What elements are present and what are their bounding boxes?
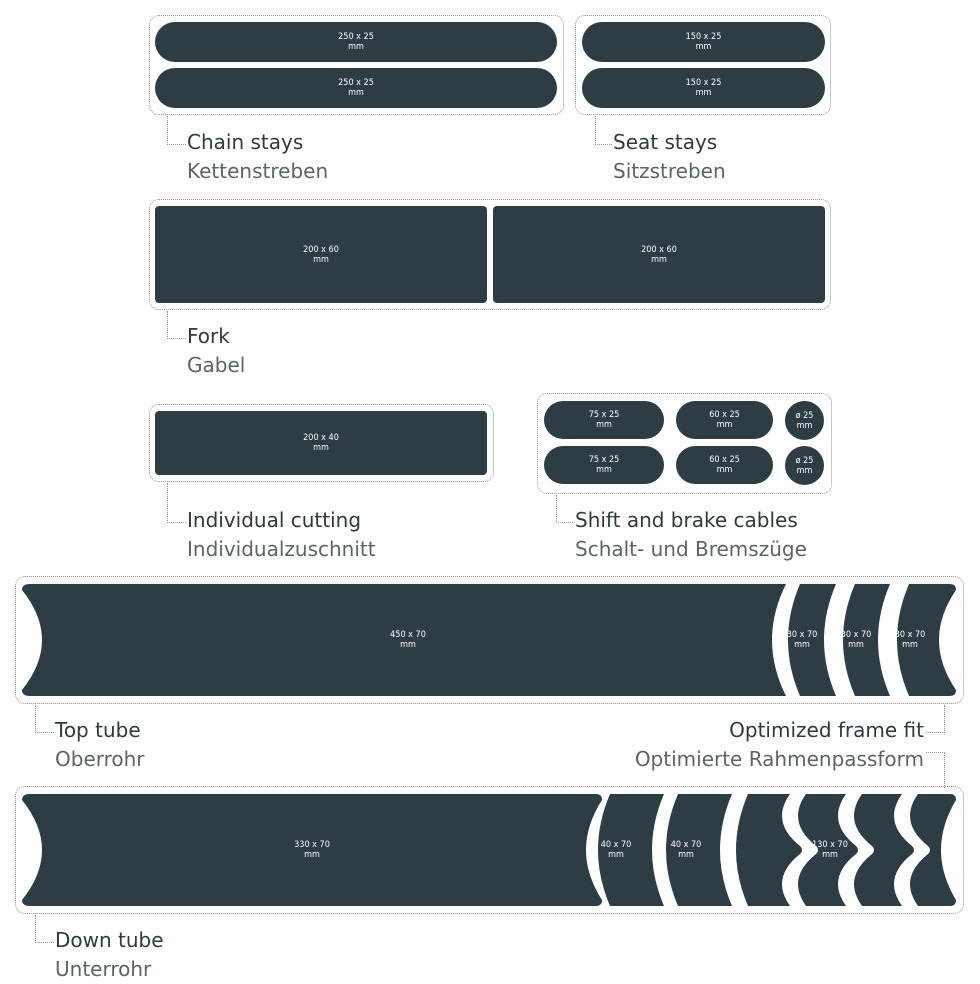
down-tube-fit-unit-1: mm: [608, 850, 624, 860]
top-tube-label-de: Oberrohr: [55, 747, 145, 771]
piece-dim: 60 x 25: [709, 410, 740, 420]
piece-dim: ø 25: [795, 410, 814, 421]
piece-dim: 75 x 25: [588, 410, 620, 420]
down-tube-chevron-piece-4: [910, 794, 956, 906]
piece-unit: mm: [695, 42, 712, 52]
piece-unit: mm: [596, 465, 612, 475]
piece-unit: mm: [796, 420, 813, 431]
down-tube-leader: [35, 915, 54, 943]
chain-stays-label-de: Kettenstreben: [187, 159, 329, 183]
down-tube-label: [55, 926, 164, 984]
down-tube-fit-piece-2: [666, 794, 732, 906]
piece-dim: 150 x 25: [685, 78, 722, 88]
piece-dim: 200 x 60: [303, 244, 339, 255]
piece-unit: mm: [313, 443, 329, 453]
seat-stays-label-de: Sitzstreben: [613, 159, 726, 183]
piece-dim: 200 x 60: [641, 244, 677, 255]
down-tube-fit-dim-2: 40 x 70: [670, 840, 702, 850]
piece-unit: mm: [716, 420, 733, 430]
piece-dim: 250 x 25: [338, 78, 374, 88]
piece-unit: mm: [796, 465, 813, 476]
piece-dim: 75 x 25: [588, 455, 620, 465]
cables-label-de: Schalt- und Bremszüge: [575, 537, 807, 561]
individual-label-de: Individualzuschnitt: [187, 537, 376, 561]
down-tube-fit-unit-2: mm: [678, 850, 694, 860]
top-tube-label-en: Top tube: [55, 718, 141, 742]
down-tube-chevron-unit: mm: [822, 850, 838, 860]
frame-fit-label-de: Optimierte Rahmenpassform: [634, 747, 924, 771]
down-tube-chevron-piece-1: [736, 794, 802, 906]
piece-unit: mm: [596, 420, 612, 430]
seat-stays-label-en: Seat stays: [613, 130, 718, 154]
top-tube-fit-unit-2: mm: [848, 640, 864, 650]
cables-label-en: Shift and brake cables: [575, 508, 798, 532]
individual-label-en: Individual cutting: [187, 508, 362, 532]
top-tube-main-unit: mm: [400, 640, 416, 650]
top-tube-fit-dim-2: 30 x 70: [840, 630, 872, 640]
down-tube-chevron-dim: 130 x 70: [812, 840, 848, 850]
piece-dim: 150 x 25: [685, 32, 722, 42]
top-tube-fit-unit-3: mm: [902, 640, 918, 650]
top-tube-main-dim: 450 x 70: [390, 630, 426, 640]
piece-unit: mm: [313, 254, 329, 265]
down-tube-label-de: Unterrohr: [55, 957, 152, 981]
down-tube-fit-dim-1: 40 x 70: [600, 840, 632, 850]
chain-stays-label-en: Chain stays: [187, 130, 304, 154]
fork-label-de: Gabel: [187, 353, 246, 377]
top-tube-fit-unit-1: mm: [794, 640, 810, 650]
piece-dim: 200 x 40: [303, 433, 339, 443]
top-tube-fit-dim-3: 30 x 70: [894, 630, 926, 640]
down-tube-main-unit: mm: [304, 850, 320, 860]
piece-unit: mm: [695, 88, 712, 98]
down-tube-label-en: Down tube: [55, 928, 164, 952]
down-tube-main-dim: 330 x 70: [294, 840, 330, 850]
piece-unit: mm: [716, 465, 733, 475]
piece-dim: 60 x 25: [709, 455, 740, 465]
piece-unit: mm: [651, 254, 667, 265]
fork-label-en: Fork: [187, 324, 230, 348]
piece-dim: ø 25: [795, 455, 814, 466]
piece-unit: mm: [348, 42, 364, 52]
top-tube-fit-dim-1: 30 x 70: [786, 630, 818, 640]
frame-fit-label-en: Optimized frame fit: [729, 718, 924, 742]
down-tube-chevron-piece-3: [854, 794, 914, 906]
piece-dim: 250 x 25: [338, 32, 374, 42]
piece-unit: mm: [348, 88, 364, 98]
